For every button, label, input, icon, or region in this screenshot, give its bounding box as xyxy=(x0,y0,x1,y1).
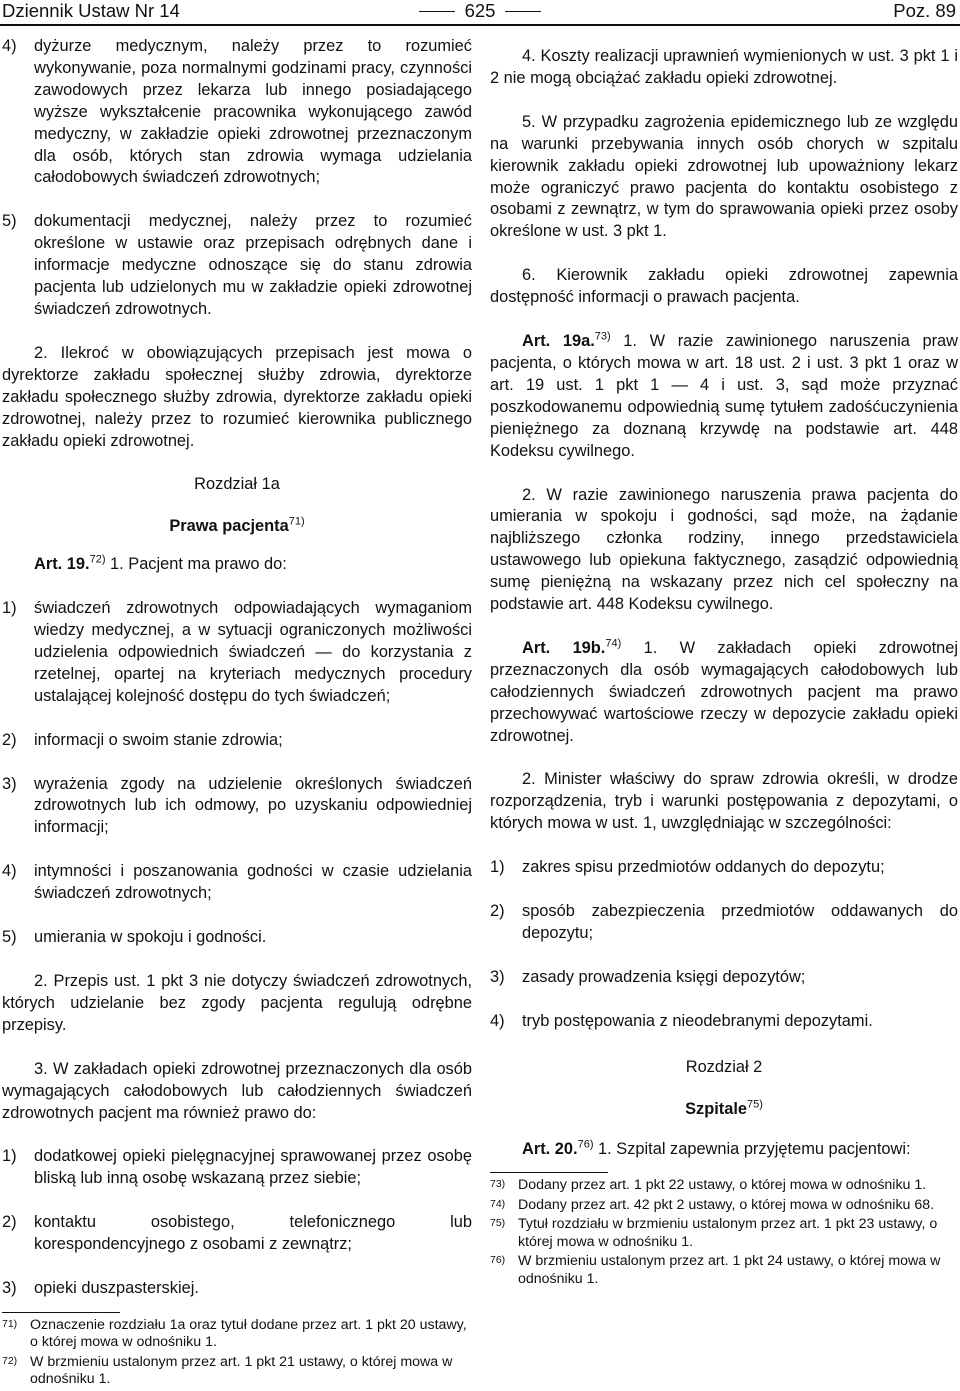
right-item xyxy=(2,730,472,752)
footnote xyxy=(2,1317,472,1352)
item-text: tryb postępowania z nieodebranymi depozytami. xyxy=(522,1011,873,1030)
item-text: opieki duszpasterskiej. xyxy=(34,1279,199,1298)
definition-item xyxy=(2,211,472,321)
item-text: zakres spisu przedmiotów oddanych do depozytu; xyxy=(522,858,885,877)
item-position: Poz. 89 xyxy=(893,0,956,21)
footnote-ref: 73) xyxy=(594,330,611,343)
article-label: Art. 19. xyxy=(34,555,90,574)
footnote-mark: 72) xyxy=(2,1354,18,1367)
footnote-rule xyxy=(490,1172,608,1173)
chapter-title xyxy=(2,516,472,538)
footnote xyxy=(490,1177,958,1195)
footnote xyxy=(490,1197,958,1215)
right-item xyxy=(2,1146,472,1190)
right-item xyxy=(2,1278,472,1300)
item-number: 1) xyxy=(2,599,17,618)
scope-item xyxy=(490,901,958,945)
footnote-text: Oznaczenie rozdziału 1a oraz tytuł dodane przez art. 1 pkt 20 ustawy, o której mowa w odnośniku 1. xyxy=(30,1316,467,1351)
article-paragraph xyxy=(490,638,958,748)
chapter-title-text: Szpitale xyxy=(685,1099,748,1118)
footnote-text: Dodany przez art. 42 pkt 2 ustawy, o której mowa w odnośniku 68. xyxy=(518,1196,935,1213)
article-label: Art. 19b. xyxy=(522,638,606,657)
scope-item xyxy=(490,1011,958,1033)
footnote-mark: 71) xyxy=(2,1317,18,1330)
header-rule xyxy=(0,24,960,26)
item-number: 2) xyxy=(2,1213,17,1232)
article-text: 1. Szpital zapewnia przyjętemu pacjentowi: xyxy=(593,1139,911,1158)
footnote-ref: 76) xyxy=(577,1138,594,1151)
item-text: dokumentacji medycznej, należy przez to rozumieć określone w ustawie oraz przepisach odrębnych dane i informacje medyczne odnoszące się do stanu zdrowia pacjenta lub udzielonych mu w zakładzie opieki zdrowotnej świadczeń zdrowotnych. xyxy=(34,212,472,318)
paragraph: 2. Minister właściwy do spraw zdrowia określi, w drodze rozporządzenia, tryb i warunki postępowania z depozytami, o których mowa w ust. 1, uwzględniając w szczególności: xyxy=(490,770,958,833)
article-paragraph xyxy=(490,331,958,462)
page-number xyxy=(0,0,960,22)
chapter-title xyxy=(490,1099,958,1121)
item-text: umierania w spokoju i godności. xyxy=(34,928,267,947)
right-column xyxy=(490,36,958,1290)
item-number: 3) xyxy=(2,774,17,793)
footnote-mark: 76) xyxy=(490,1254,506,1267)
footnote-mark: 74) xyxy=(490,1197,506,1210)
paragraph: 4. Koszty realizacji uprawnień wymienionych w ust. 3 pkt 1 i 2 nie mogą obciążać zakładu opieki zdrowotnej. xyxy=(490,47,958,87)
scope-item xyxy=(490,857,958,879)
left-column xyxy=(2,36,472,1391)
article-heading xyxy=(2,554,472,576)
footnote-ref: 75) xyxy=(747,1098,763,1111)
item-text: intymności i poszanowania godności w czasie udzielania świadczeń zdrowotnych; xyxy=(34,862,472,903)
footnote-text: Tytuł rozdziału w brzmieniu ustalonym przez art. 1 pkt 23 ustawy, o której mowa w odnośniku 1. xyxy=(518,1216,938,1250)
footnote-ref: 74) xyxy=(605,637,622,650)
chapter-title-text: Prawa pacjenta xyxy=(169,517,289,536)
right-item xyxy=(2,774,472,840)
article-intro: 1. Pacjent ma prawo do: xyxy=(105,555,287,574)
chapter-number: Rozdział 2 xyxy=(685,1057,763,1076)
right-item xyxy=(2,861,472,905)
item-text: wyrażenia zgody na udzielenie określonych świadczeń zdrowotnych lub ich odmowy, po uzyskaniu odpowiedniej informacji; xyxy=(34,774,472,837)
footnote-rule xyxy=(2,1312,120,1313)
item-text: sposób zabezpieczenia przedmiotów oddawanych do depozytu; xyxy=(522,902,958,942)
footnote-mark: 75) xyxy=(490,1217,506,1230)
item-number: 3) xyxy=(490,967,505,986)
journal-title: Dziennik Ustaw Nr 14 xyxy=(2,0,180,21)
paragraph: 2. Przepis ust. 1 pkt 3 nie dotyczy świadczeń zdrowotnych, których udzielanie bez zgody pacjenta regulują odrębne przepisy. xyxy=(2,972,472,1034)
chapter-number: Rozdział 1a xyxy=(194,475,280,494)
item-number: 1) xyxy=(2,1147,17,1166)
item-text: zasady prowadzenia księgi depozytów; xyxy=(522,967,806,986)
page-number-text: 625 xyxy=(464,0,496,21)
item-text: świadczeń zdrowotnych odpowiadających wymaganiom wiedzy medycznej, a w sytuacji ograniczonych możliwości udzielenia odpowiednich świadczeń — do korzystania z rzetelnej, opartej na kryteriach medycznych procedury ustalającej kolejność dostępu do tych świadczeń; xyxy=(34,599,472,705)
item-number: 4) xyxy=(2,862,17,881)
item-text: dyżurze medycznym, należy przez to rozumieć wykonywanie, poza normalnymi godzinami pracy, czynności zawodowych przez lekarza lub innego posiadającego wyższe wykształcenie pracownika wykonującego zawód medyczny, w zakładzie opieki zdrowotnej przeznaczonym dla osób, których stan zdrowia wymaga udzielania całodobowych świadczeń zdrowotnych; xyxy=(34,37,472,187)
right-item xyxy=(2,598,472,708)
definition-item xyxy=(2,36,472,189)
footnote-text: W brzmieniu ustalonym przez art. 1 pkt 21 ustawy, o której mowa w odnośniku 1. xyxy=(30,1353,453,1388)
article-text: 1. W razie zawinionego naruszenia praw pacjenta, o których mowa w art. 18 ust. 2 i ust. 3 pkt 1 oraz w art. 19 ust. 1 pkt 1 — 4 i ust. 3, sąd może przyznać poszkodowanemu odpowiednią sumę tytułem zadośćuczynienia pieniężnego za doznaną krzywdę na podstawie art. 448 Kodeksu cywilnego. xyxy=(490,332,958,460)
footnote xyxy=(490,1216,958,1251)
right-item xyxy=(2,1212,472,1256)
footnote xyxy=(2,1354,472,1389)
item-text: dodatkowej opieki pielęgnacyjnej sprawowanej przez osobę bliską lub inną osobę wskazaną przez siebie; xyxy=(34,1147,472,1188)
paragraph: 3. W zakładach opieki zdrowotnej przeznaczonych dla osób wymagających całodobowych lub całodziennych świadczeń zdrowotnych pacjent ma również prawo do: xyxy=(2,1059,472,1122)
item-text: kontaktu osobistego, telefonicznego lub korespondencyjnego z osobami z zewnątrz; xyxy=(34,1213,472,1254)
footnote-text: W brzmieniu ustalonym przez art. 1 pkt 24 ustawy, o której mowa w odnośniku 1. xyxy=(518,1253,941,1287)
item-number: 2) xyxy=(490,902,505,921)
item-number: 5) xyxy=(2,928,17,947)
footnote-ref: 71) xyxy=(288,515,305,528)
footnote-ref: 72) xyxy=(89,553,106,566)
item-number: 2) xyxy=(2,730,17,749)
article-label: Art. 19a. xyxy=(522,332,595,351)
scope-item xyxy=(490,967,958,989)
paragraph: 2. Ilekroć w obowiązujących przepisach jest mowa o dyrektorze zakładu społecznej służby zdrowia, dyrektorze zakładu społecznego służby zdrowia, dyrektorze zakładu opieki zdrowotnej, należy przez to rozumieć kierownika publicznego zakładu opieki zdrowotnej. xyxy=(2,343,472,450)
right-item xyxy=(2,927,472,949)
paragraph: 5. W przypadku zagrożenia epidemicznego lub ze względu na warunki przebywania innych osób chorych w szpitalu kierownik zakładu opieki zdrowotnej lub upoważniony lekarz może ograniczyć prawo pacjenta do kontaktu osobistego z osobami z zewnątrz, w tym do sprawowania opieki przez osoby określone w ust. 3 pkt 1. xyxy=(490,112,958,241)
paragraph: 2. W razie zawinionego naruszenia prawa pacjenta do umierania w spokoju i godności, sąd może, na żądanie najbliższego członka rodziny, innego przedstawiciela ustawowego lub opiekuna faktycznego, zasądzić odpowiednią sumę pieniężną na wskazany przez nich cel społeczny na podstawie art. 448 Kodeksu cywilnego. xyxy=(490,485,958,614)
article-text: 1. W zakładach opieki zdrowotnej przeznaczonych dla osób wymagających całodobowych lub całodziennych świadczeń zdrowotnych pacjent ma prawo przechowywać wartościowe rzeczy w depozycie zakładu opieki zdrowotnej. xyxy=(490,638,958,745)
paragraph: 6. Kierownik zakładu opieki zdrowotnej zapewnia dostępność informacji o prawach pacjenta. xyxy=(490,266,958,307)
article-paragraph xyxy=(490,1139,958,1161)
item-number: 3) xyxy=(2,1279,17,1298)
item-text: informacji o swoim stanie zdrowia; xyxy=(34,730,283,749)
page-header xyxy=(0,0,960,26)
article-label: Art. 20. xyxy=(522,1139,578,1158)
footnote-text: Dodany przez art. 1 pkt 22 ustawy, o której mowa w odnośniku 1. xyxy=(518,1177,927,1194)
item-number: 4) xyxy=(2,37,17,55)
footnote-mark: 73) xyxy=(490,1178,506,1191)
item-number: 5) xyxy=(2,212,17,231)
item-number: 1) xyxy=(490,858,505,877)
footnote xyxy=(490,1253,958,1288)
item-number: 4) xyxy=(490,1011,505,1030)
